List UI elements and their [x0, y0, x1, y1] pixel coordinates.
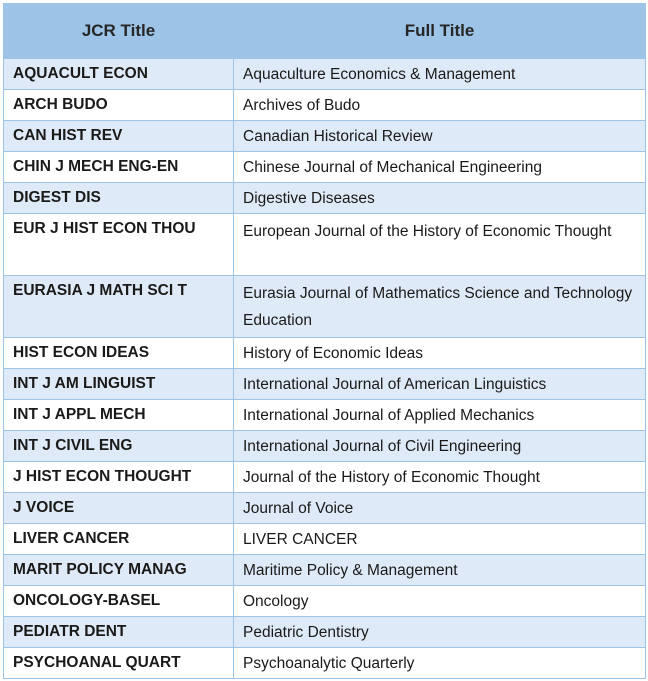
full-title-cell: LIVER CANCER — [234, 524, 646, 555]
journal-table-container — [3, 3, 646, 679]
full-title-cell: European Journal of the History of Economic Thought — [234, 214, 646, 276]
jcr-abbreviation-cell: CHIN J MECH ENG-EN — [4, 152, 234, 183]
jcr-abbreviation-cell: LIVER CANCER — [4, 524, 234, 555]
table-row — [4, 152, 646, 183]
full-title-cell: Oncology — [234, 586, 646, 617]
full-title-cell: History of Economic Ideas — [234, 338, 646, 369]
table-row — [4, 431, 646, 462]
table-row — [4, 400, 646, 431]
full-title-cell: Journal of the History of Economic Thought — [234, 462, 646, 493]
jcr-abbreviation-cell: J VOICE — [4, 493, 234, 524]
full-title-cell: Digestive Diseases — [234, 183, 646, 214]
jcr-abbreviation-cell: PEDIATR DENT — [4, 617, 234, 648]
table-row — [4, 555, 646, 586]
table-row — [4, 338, 646, 369]
header-jcr-title: JCR Title — [4, 4, 234, 59]
header-full-title: Full Title — [234, 4, 646, 59]
jcr-abbreviation-cell: EUR J HIST ECON THOU — [4, 214, 234, 276]
table-row — [4, 121, 646, 152]
jcr-abbreviation-cell: INT J AM LINGUIST — [4, 369, 234, 400]
full-title-cell: Aquaculture Economics & Management — [234, 59, 646, 90]
full-title-cell: Archives of Budo — [234, 90, 646, 121]
table-row — [4, 493, 646, 524]
jcr-abbreviation-cell: INT J CIVIL ENG — [4, 431, 234, 462]
jcr-abbreviation-cell: DIGEST DIS — [4, 183, 234, 214]
jcr-abbreviation-cell: MARIT POLICY MANAG — [4, 555, 234, 586]
full-title-cell: Eurasia Journal of Mathematics Science and Technology Education — [234, 276, 646, 338]
jcr-abbreviation-cell: EURASIA J MATH SCI T — [4, 276, 234, 338]
jcr-abbreviation-cell: J HIST ECON THOUGHT — [4, 462, 234, 493]
table-row — [4, 276, 646, 338]
jcr-abbreviation-cell: INT J APPL MECH — [4, 400, 234, 431]
jcr-abbreviation-cell: HIST ECON IDEAS — [4, 338, 234, 369]
table-row — [4, 648, 646, 679]
table-row — [4, 59, 646, 90]
full-title-cell: Psychoanalytic Quarterly — [234, 648, 646, 679]
table-row — [4, 617, 646, 648]
table-row — [4, 214, 646, 276]
table-row — [4, 586, 646, 617]
full-title-cell: Pediatric Dentistry — [234, 617, 646, 648]
jcr-abbreviation-cell: CAN HIST REV — [4, 121, 234, 152]
jcr-abbreviation-cell: ONCOLOGY-BASEL — [4, 586, 234, 617]
full-title-cell: Chinese Journal of Mechanical Engineering — [234, 152, 646, 183]
jcr-abbreviation-cell: PSYCHOANAL QUART — [4, 648, 234, 679]
full-title-cell: International Journal of Applied Mechanics — [234, 400, 646, 431]
table-row — [4, 524, 646, 555]
table-row — [4, 183, 646, 214]
table-header-row — [4, 4, 646, 59]
full-title-cell: Journal of Voice — [234, 493, 646, 524]
table-row — [4, 462, 646, 493]
jcr-abbreviation-cell: AQUACULT ECON — [4, 59, 234, 90]
full-title-cell: Maritime Policy & Management — [234, 555, 646, 586]
full-title-cell: International Journal of Civil Engineering — [234, 431, 646, 462]
journal-title-table — [3, 3, 646, 679]
full-title-cell: Canadian Historical Review — [234, 121, 646, 152]
jcr-abbreviation-cell: ARCH BUDO — [4, 90, 234, 121]
table-row — [4, 90, 646, 121]
table-row — [4, 369, 646, 400]
full-title-cell: International Journal of American Linguistics — [234, 369, 646, 400]
